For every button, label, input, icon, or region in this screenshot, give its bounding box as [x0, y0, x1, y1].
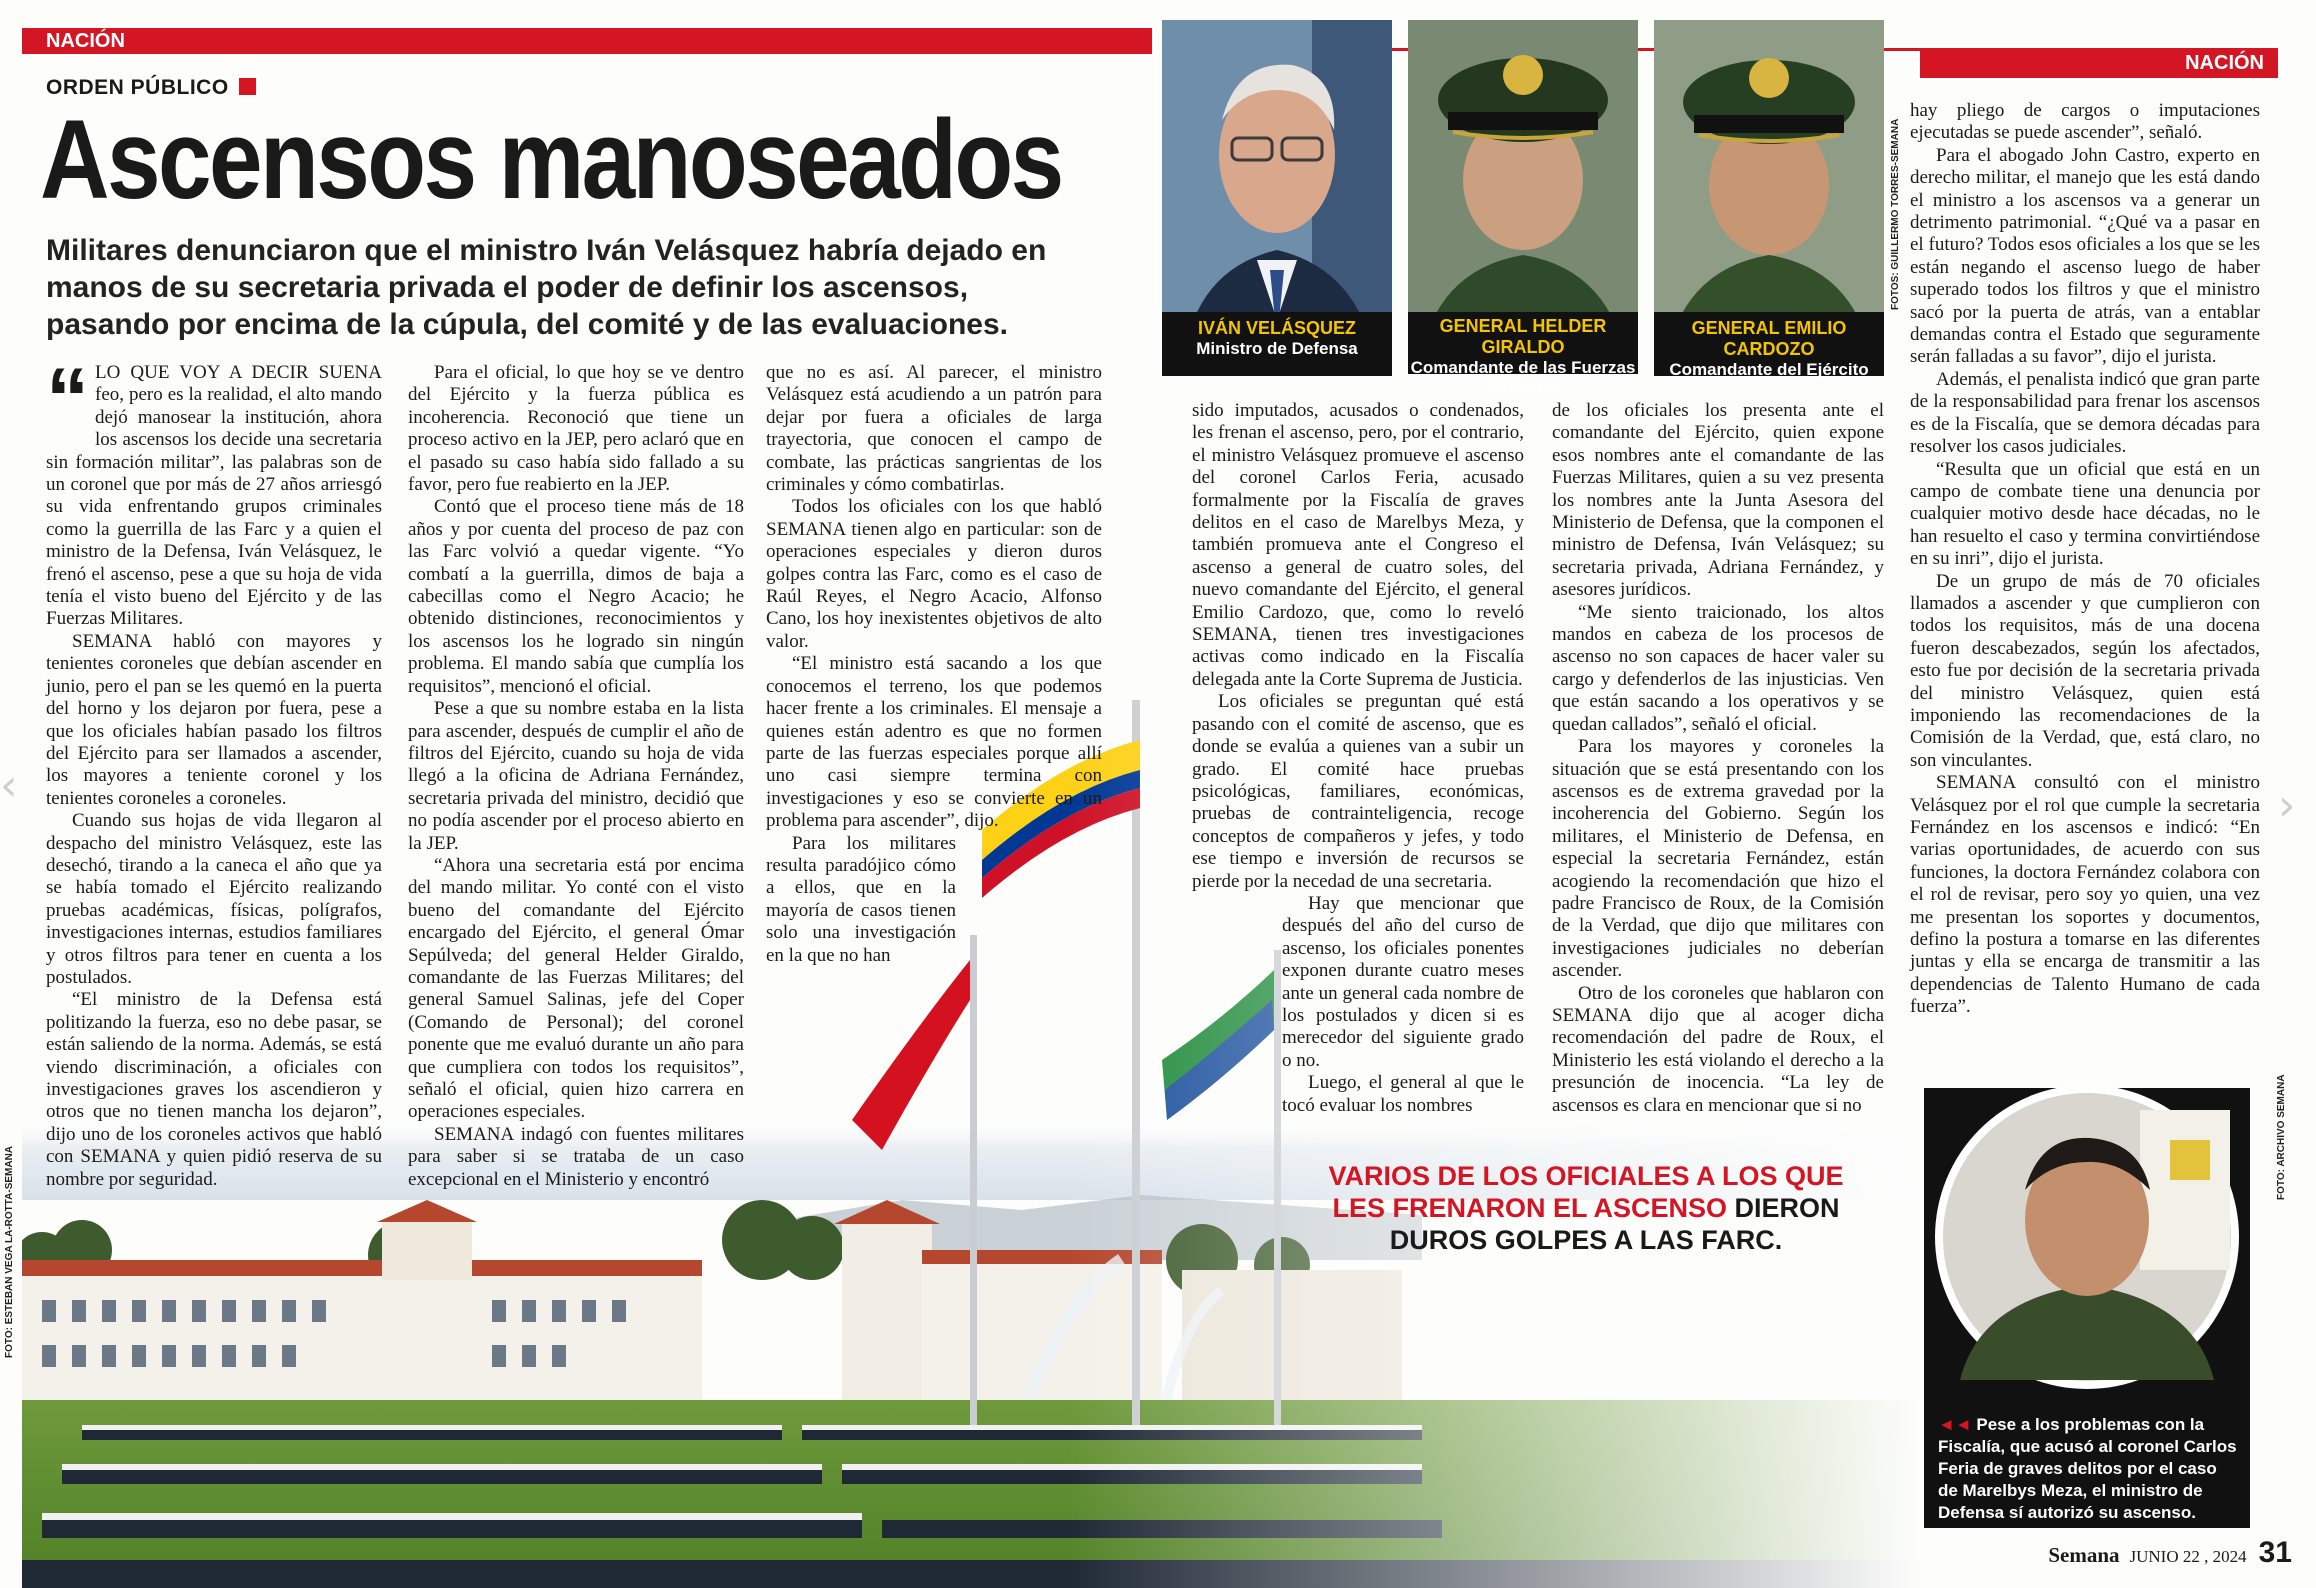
inset-caption [1938, 1414, 2238, 1524]
footer-date: JUNIO 22 , 2024 [2129, 1547, 2247, 1566]
section-bar-left [22, 28, 1152, 54]
deck: Militares denunciaron que el ministro Iván Velásquez habría dejado en manos de su secretaria privada el poder de definir los ascensos, pasando por encima de la cúpula, del comité y de las evaluaciones. [46, 234, 1047, 341]
col4-p2: Los oficiales se preguntan qué está pasando con el comité de ascenso, que es donde se evalúa a quienes van a subir un grado. El comité hace pruebas psicológicas, familiares, económicas, pruebas de contrainteligencia, recoge conceptos de compañeros y jefes, y todo ese tiempo e inversión de recursos se pierde por la necedad de una secretaria. [1192, 691, 1524, 892]
rubric-square-icon [239, 78, 256, 95]
column-5 [1552, 400, 1884, 1117]
pull-quote-red: VARIOS DE LOS OFICIALES A LOS QUE LES FRENARON EL ASCENSO [1328, 1161, 1844, 1223]
col3-p1: que no es así. Al parecer, el ministro Velásquez está acudiendo a un patrón para dejar por fuera a oficiales de larga trayectoria, que conocen el campo de combate, las prácticas sangrientas de los criminales y cómo combatirlas. [766, 362, 1102, 496]
section-bar-right [1920, 48, 2278, 78]
portrait-name-1: IVÁN VELÁSQUEZ [1197, 318, 1357, 338]
portrait-role-2: Comandante de las Fuerzas Militares [1410, 358, 1636, 396]
portrait-caption-1 [1162, 312, 1392, 376]
col1-p2: SEMANA habló con mayores y tenientes coroneles que debían ascender en junio, pero el pan se les quemó en la puerta del horno y los dejaron por fuera, pese a que los oficiales habían pasado los filtros del Ejército para ser llamados a ascender, los mayores a teniente coronel y los tenientes coroneles a coroneles. [46, 630, 382, 809]
prev-page-arrow-icon[interactable]: ‹ [0, 760, 18, 811]
col2-p3: Pese a que su nombre estaba en la lista para ascender, después de cumplir el año de filtros del Ejército, cuando su hoja de vida llegó a la oficina de Adriana Fernández, secretaria privada del ministro, decidió que no podía ascender por el proceso abierto en la JEP. [408, 698, 744, 854]
column-1 [46, 351, 382, 1191]
col5-p2: “Me siento traicionado, los altos mandos en cabeza de los procesos de ascenso no son capaces de hacer valer su cargo y defenderlos de las injusticias. Ven que están sacando a los operativos y se quedan callados”, señaló el oficial. [1552, 601, 1884, 735]
drop-quote-mark: “ [46, 351, 89, 447]
column-4 [1192, 400, 1524, 1117]
col5-p3: Para los mayores y coroneles la situación que se está presentando con los ascensos es de extrema gravedad por la incoherencia del Gobierno. Según los militares, el Ministerio de Defensa, en especial la secretaria Fernández, están acogiendo la recomendación que hizo el padre Francisco de Roux, de la Comisión de la Verdad, que dijo que militares con investigaciones judiciales no deberían ascender. [1552, 736, 1884, 982]
footer-magazine: Semana [2048, 1543, 2120, 1567]
col5-p4: Otro de los coroneles que hablaron con SEMANA dijo que al acoger dicha recomendación del padre de Roux, el Ministerio les está violando el derecho a la presunción de inocencia. “La ley de ascensos es clara en mencionar que si no [1552, 982, 1884, 1116]
col6-p2: Para el abogado John Castro, experto en derecho militar, el manejo que les está dando el ministro a los ascensos va a generar un detrimento patrimonial. “¿Qué va a pasar en el futuro? Todos esos oficiales a los que se les están negando el ascenso luego de haber superado todos los filtros y que el ministro sacó por la puerta de atrás, van a entablar demandas contra el Estado que seguramente serán falladas a su favor”, dijo el jurista. [1910, 144, 2260, 368]
pull-quote [1316, 1160, 1856, 1256]
credit-bottom-photo: FOTO: ESTEBAN VEGA LA-ROTTA-SEMANA [4, 1145, 15, 1358]
col2-p5: SEMANA indagó con fuentes militares para saber si se trataba de un caso excepcional en el Ministerio y encontró [408, 1123, 744, 1190]
col4-p1: sido imputados, acusados o condenados, les frenan el ascenso, pero, por el contrario, el ministro Velásquez promueve el ascenso del coronel Carlos Feria, acusado formalmente por la Fiscalía de graves delitos en el caso de Marelbys Meza, y también promueva ante el Congreso el ascenso a general de cuatro soles, del nuevo comandante del Ejército, el general Emilio Cardozo, que, como lo reveló SEMANA, tienen tres investigaciones activas como indicado en la Fiscalía delegada ante la Corte Suprema de Justicia. [1192, 400, 1524, 690]
portrait-role-1: Ministro de Defensa [1196, 339, 1358, 358]
col2-p4: “Ahora una secretaria está por encima del mando militar. Yo conté con el visto bueno del comandante del Ejército encargado del Ejército, el general Ómar Sepúlveda; del general Helder Giraldo, comandante de las Fuerzas Militares; del general Samuel Salinas, jefe del Coper (Comando de Personal); del coronel ponente que me evaluó durante un año para que cumpliera con todos los requisitos”, señaló el oficial, quien hizo carrera en operaciones especiales. [408, 854, 744, 1123]
portrait-role-3: Comandante del Ejército [1669, 360, 1869, 379]
headline: Ascensos manoseados [40, 97, 1062, 222]
column-6 [1910, 100, 2260, 1019]
section-label-right: NACIÓN [2185, 52, 2264, 74]
col4-p4: Luego, el general al que le tocó evaluar los nombres [1282, 1072, 1524, 1116]
column-2 [408, 362, 744, 1191]
col6-p6: SEMANA consultó con el ministro Velásquez por el rol que cumple la secretaria Fernández en los ascensos e indicó: “En varias oportunidades, de acuerdo con sus funciones, la doctora Fernández colabora con el rol de revisar, pero soy yo quien, una vez me presentan los soportes y documentos, defino la postura a tomarse en las diferentes juntas y ella se encarga de transmitir a las dependencias de Talento Humano de cada fuerza”. [1910, 772, 2260, 1018]
col2-p1: Para el oficial, lo que hoy se ve dentro del Ejército y la fuerza pública es incoherencia. Reconoció que tiene un proceso activo en la JEP, pero aclaró que en el pasado su caso había sido fallado a su favor, pero fue reabierto en la JEP. [408, 362, 744, 496]
inset-portrait-carlos-feria [1930, 1080, 2244, 1394]
portrait-caption-2 [1408, 312, 1638, 396]
col2-p2: Contó que el proceso tiene más de 18 años y por cuenta del proceso de paz con las Farc volvió a quedar vigente. “Yo combatí a la guerrilla, dimos de baja a cabecillas como el Negro Acacio; he obtenido distinciones, reconocimientos y los ascensos los he logrado sin ningún problema. El mando sabía que cumplía los requisitos”, mencionó el oficial. [408, 496, 744, 697]
col6-p3: Además, el penalista indicó que gran parte de la responsabilidad para frenar los ascensos es de la Fiscalía, que se demora décadas para resolver los casos judiciales. [1910, 368, 2260, 458]
page-footer [2048, 1536, 2292, 1570]
col4-p3: Hay que mencionar que después del año del curso de ascenso, los oficiales ponentes exponen durante cuatro meses ante un general cada nombre de los postulados y dicen si es merecedor del siguiente grado o no. [1282, 892, 1524, 1071]
section-label-left: NACIÓN [46, 30, 125, 52]
col3-p3: “El ministro está sacando a los que conocemos el terreno, los que podemos hacer frente a los criminales. El mensaje a quienes están adentro es que no formen parte de las fuerzas especiales porque allí uno casi siempre termina con investigaciones y eso se convierte en un problema para ascender”, dijo. [766, 653, 1102, 832]
col1-p1: LO QUE VOY A DECIR SUENA feo, pero es la realidad, el alto mando dejó manosear la institución, ahora los ascensos los decide una secretaria sin formación militar”, las palabras son de un coronel que por más de 27 años arriesgó su vida enfrentando grupos criminales como la guerrilla de las Farc y a quien el ministro de la Defensa, Iván Velásquez, le frenó el ascenso, pese a que su hoja de vida tenía el visto bueno del Ejército y de las Fuerzas Militares. [46, 362, 382, 630]
next-page-arrow-icon[interactable]: › [2278, 780, 2296, 831]
col1-p4: “El ministro de la Defensa está politizando la fuerza, eso no debe pasar, se están saliendo de la norma. Además, se está viendo discriminación, a oficiales con investigaciones graves los ascendieron y otros que no tienen mancha los dejaron”, dijo uno de los coroneles activos que habló con SEMANA y quien pidió reserva de su nombre por seguridad. [46, 989, 382, 1190]
pull-quote-black: DIERON DUROS GOLPES A LAS FARC. [1389, 1193, 1840, 1255]
col6-p1: hay pliego de cargos o imputaciones ejecutadas se puede ascender”, señaló. [1910, 100, 2260, 144]
footer-page-number: 31 [2258, 1536, 2292, 1569]
inset-arrows-icon: ◄◄ [1938, 1415, 1972, 1434]
rubric: ORDEN PÚBLICO [46, 76, 256, 100]
portrait-name-3: GENERAL EMILIO CARDOZO [1691, 318, 1847, 359]
col6-p5: De un grupo de más de 70 oficiales llamados a ascender y que cumplieron con todos los requisitos, más de una docena fueron descabezados, según los afectados, esto fue por decisión de la secretaria privada del ministro Velásquez, quien está imponiendo las recomendaciones de la Comisión de la Verdad, que, está claro, no son vinculantes. [1910, 570, 2260, 771]
col3-p4: Para los militares resulta paradójico cómo a ellos, que en la mayoría de casos tienen solo una investigación en la que no han [766, 832, 956, 966]
credit-inset: FOTO: ARCHIVO SEMANA [2276, 1074, 2287, 1200]
inset-caption-text: Pese a los problemas con la Fiscalía, que acusó al coronel Carlos Feria de graves delitos por el caso de Marelbys Meza, el ministro de Defensa sí autorizó su ascenso. [1938, 1415, 2237, 1522]
col3-p2: Todos los oficiales con los que habló SEMANA tienen algo en particular: son de operaciones especiales y dieron duros golpes contra las Farc, como es el caso de Raúl Reyes, el Negro Acacio, Alfonso Cano, los hoy inexistentes objetivos de alto valor. [766, 496, 1102, 652]
portrait-caption-3 [1654, 312, 1884, 379]
portrait-name-2: GENERAL HELDER GIRALDO [1439, 316, 1607, 357]
col6-p4: “Resulta que un oficial que está en un campo de combate tiene una denuncia por cualquier motivo desde hace décadas, no le han resuelto el caso y termina convirtiéndose en su inri”, dijo el jurista. [1910, 458, 2260, 570]
column-3 [766, 362, 1102, 967]
col5-p1: de los oficiales los presenta ante el comandante del Ejército, quien expone esos nombres ante el comandante de las Fuerzas Militares, quien a su vez presenta los nombres ante la Junta Asesora del Ministerio de Defensa, que la componen el ministro de Defensa, Iván Velásquez; su secretaria privada, Adriana Fernández, y asesores jurídicos. [1552, 400, 1884, 601]
col1-p3: Cuando sus hojas de vida llegaron al despacho del ministro Velásquez, este las desechó, tirando a la caneca el año que ya se había tomado el Ejército realizando pruebas académicas, físicas, polígrafos, investigaciones internas, estudios familiares y otros filtros para tener en cuenta a los postulados. [46, 810, 382, 988]
credit-portraits: FOTOS: GUILLERMO TORRES-SEMANA [1890, 118, 1901, 310]
